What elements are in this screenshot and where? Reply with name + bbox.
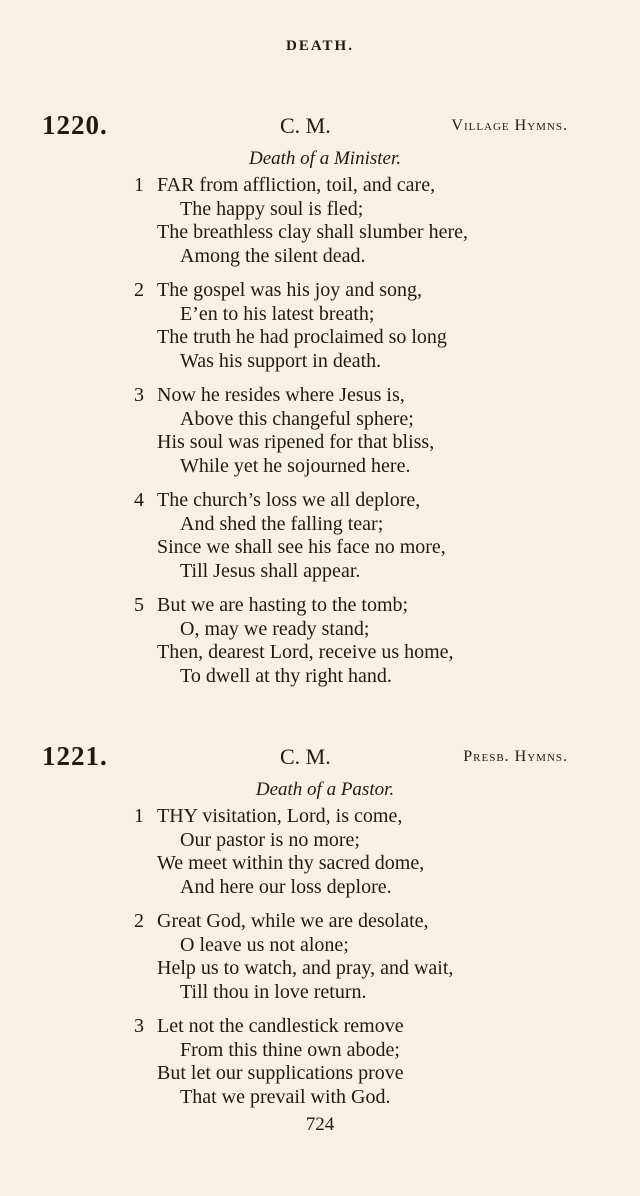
stanza-number: 5 bbox=[134, 594, 144, 616]
line-text: The gospel was his joy and song, bbox=[157, 279, 422, 301]
verse-line: We meet within thy sacred dome, bbox=[157, 852, 425, 874]
verse-line: And here our loss deplore. bbox=[180, 875, 392, 898]
verse-line: Our pastor is no more; bbox=[180, 828, 360, 851]
stanza-number: 3 bbox=[134, 384, 144, 406]
stanza bbox=[0, 805, 640, 899]
hymn-number: 1221. bbox=[42, 741, 108, 771]
verse-line bbox=[0, 910, 640, 934]
verse-line: Till thou in love return. bbox=[180, 980, 367, 1003]
verse-line: Help us to watch, and pray, and wait, bbox=[157, 957, 454, 979]
stanza-number: 1 bbox=[134, 174, 144, 196]
page-number: 724 bbox=[305, 1114, 335, 1135]
stanza bbox=[0, 910, 640, 1004]
hymn-header bbox=[0, 110, 640, 144]
stanza bbox=[0, 594, 640, 688]
hymn-title: Death of a Minister. bbox=[249, 148, 401, 169]
stanza-number: 2 bbox=[134, 910, 144, 932]
verse-line: To dwell at thy right hand. bbox=[180, 664, 392, 687]
line-text: Now he resides where Jesus is, bbox=[157, 384, 405, 406]
verse-line bbox=[0, 174, 640, 198]
verse-line: Above this changeful sphere; bbox=[180, 407, 414, 430]
verse-line: His soul was ripened for that bliss, bbox=[157, 431, 435, 453]
hymn-number: 1220. bbox=[42, 110, 108, 140]
hymn-source: Presb. Hymns. bbox=[463, 748, 568, 765]
verse-line: That we prevail with God. bbox=[180, 1085, 391, 1108]
verse-line: From this thine own abode; bbox=[180, 1038, 400, 1061]
stanza bbox=[0, 174, 640, 268]
verse-line: Then, dearest Lord, receive us home, bbox=[157, 641, 454, 663]
line-text: Great God, while we are desolate, bbox=[157, 910, 429, 932]
stanza bbox=[0, 384, 640, 478]
verse-line: And shed the falling tear; bbox=[180, 512, 384, 535]
line-text: THY visitation, Lord, is come, bbox=[157, 805, 403, 827]
hymn-1221 bbox=[0, 741, 640, 1120]
hymn-meter: C. M. bbox=[280, 744, 331, 769]
verse-line: The truth he had proclaimed so long bbox=[157, 326, 447, 348]
verse-line bbox=[0, 489, 640, 513]
hymn-source: Village Hymns. bbox=[451, 117, 568, 134]
hymn-meter: C. M. bbox=[280, 113, 331, 138]
verse-line: Among the silent dead. bbox=[180, 244, 366, 267]
verse-line: O leave us not alone; bbox=[180, 933, 349, 956]
stanza-number: 3 bbox=[134, 1015, 144, 1037]
stanza bbox=[0, 1015, 640, 1109]
verse-line bbox=[0, 384, 640, 408]
verse-line bbox=[0, 805, 640, 829]
hymn-1220 bbox=[0, 110, 640, 699]
stanza-number: 4 bbox=[134, 489, 144, 511]
running-head: DEATH. bbox=[286, 38, 354, 54]
stanza bbox=[0, 489, 640, 583]
verse-line bbox=[0, 594, 640, 618]
verse-line: Till Jesus shall appear. bbox=[180, 559, 361, 582]
stanza-number: 1 bbox=[134, 805, 144, 827]
line-text: Let not the candlestick remove bbox=[157, 1015, 404, 1037]
hymn-title: Death of a Pastor. bbox=[255, 779, 395, 800]
verse-line bbox=[0, 1015, 640, 1039]
verse-line: The happy soul is fled; bbox=[180, 197, 364, 220]
stanza bbox=[0, 279, 640, 373]
line-text: But we are hasting to the tomb; bbox=[157, 594, 409, 616]
verse-line: The breathless clay shall slumber here, bbox=[157, 221, 468, 243]
verse-line: Was his support in death. bbox=[180, 349, 382, 372]
verse-line: But let our supplications prove bbox=[157, 1062, 404, 1084]
hymn-header bbox=[0, 741, 640, 775]
line-text: The church’s loss we all deplore, bbox=[157, 489, 421, 511]
verse-line bbox=[0, 279, 640, 303]
line-text: FAR from affliction, toil, and care, bbox=[157, 174, 436, 196]
verse-line: O, may we ready stand; bbox=[180, 617, 370, 640]
verse-line: Since we shall see his face no more, bbox=[157, 536, 446, 558]
verse-line: E’en to his latest breath; bbox=[180, 302, 375, 325]
stanza-number: 2 bbox=[134, 279, 144, 301]
verse-line: While yet he sojourned here. bbox=[180, 454, 411, 477]
